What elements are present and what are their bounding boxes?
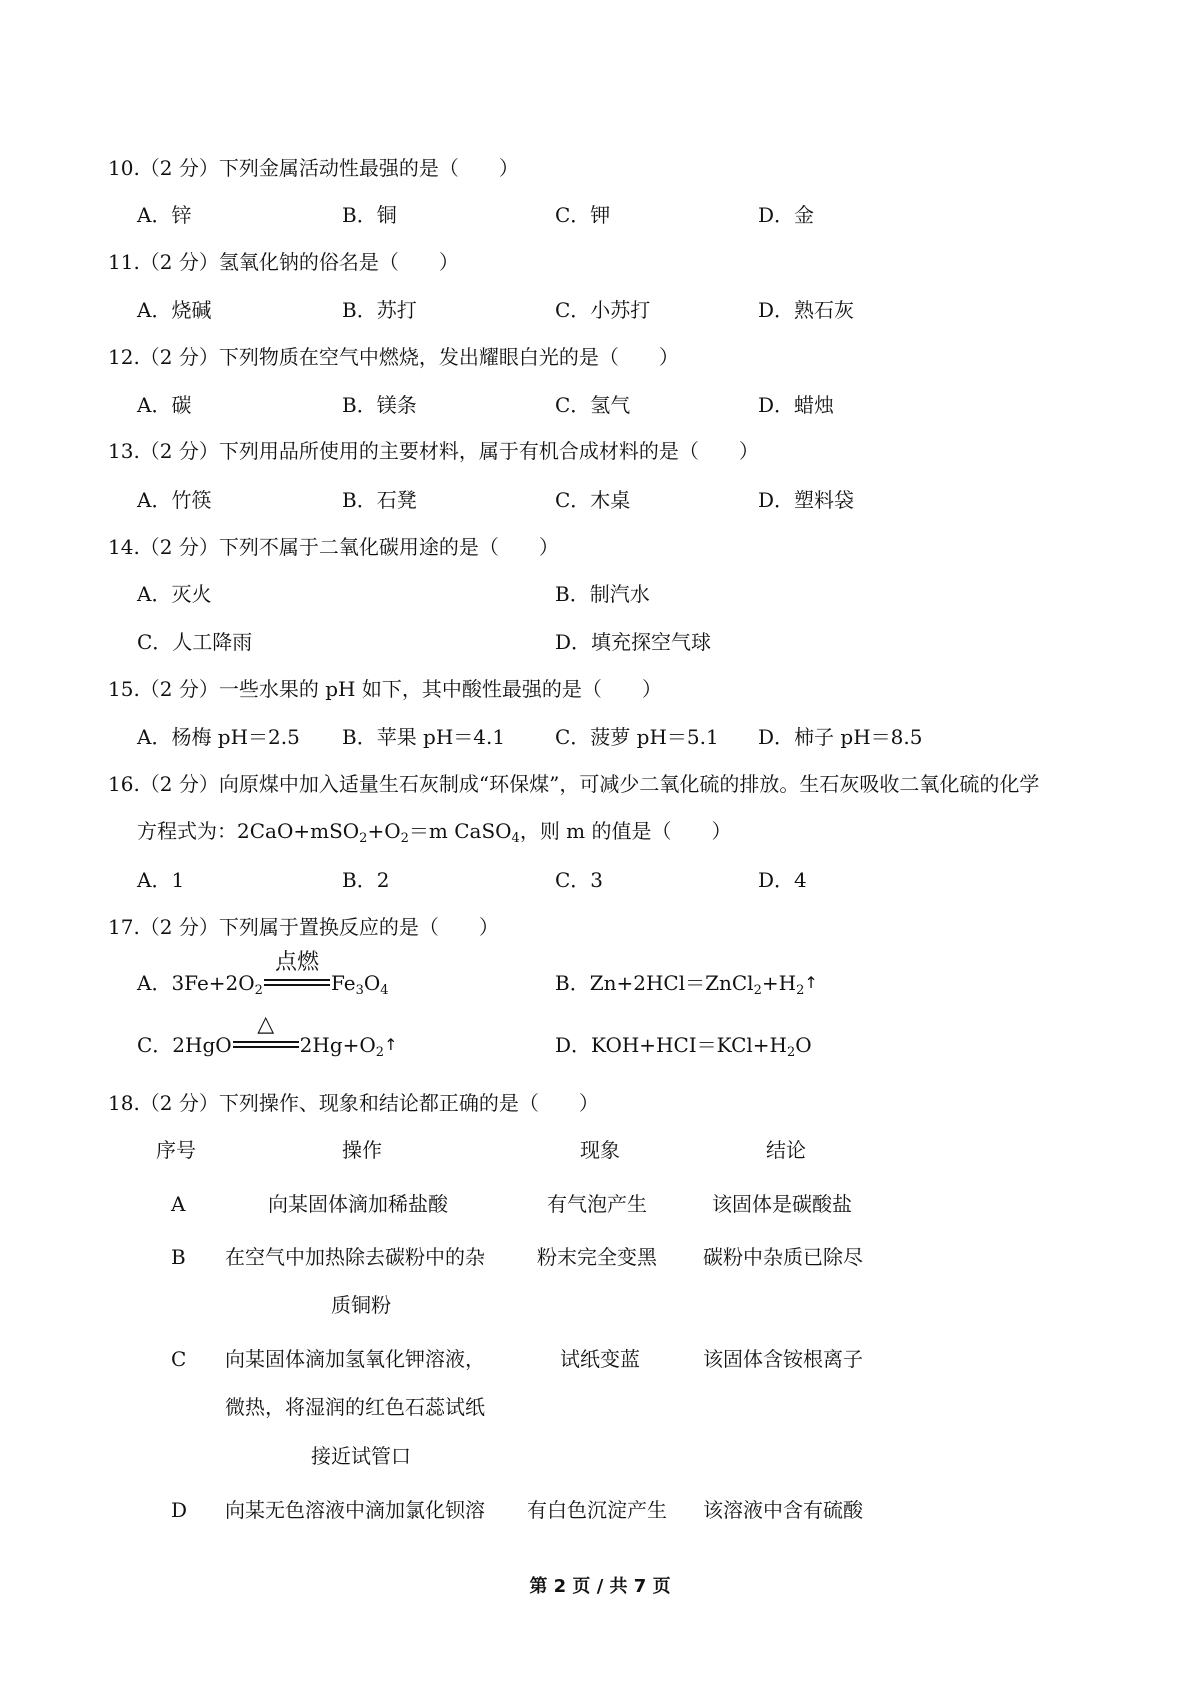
question-16-stem: 16.（2 分）向原煤中加入适量生石灰制成“环保煤”，可减少二氧化硫的排放。生石灰吸收二氧化硫的化学: [108, 772, 1040, 796]
gas-arrow-icon: ↑: [384, 1035, 398, 1054]
gas-arrow-icon: ↑: [804, 973, 818, 992]
table-row-c-operation-line3: 接近试管口: [311, 1444, 411, 1468]
table-row-a-phenomenon: 有气泡产生: [547, 1192, 647, 1216]
table-row-d-operation: 向某无色溶液中滴加氯化钡溶: [225, 1498, 485, 1522]
q16-sub-4: 4: [511, 831, 520, 846]
q16-equation-suffix: ，则 m 的值是（ ）: [519, 819, 732, 843]
question-16-equation-line: [137, 819, 732, 846]
q17a-product-fe: Fe: [330, 971, 356, 995]
q16-option-a: A．1: [137, 868, 185, 892]
q17a-sub: 2: [254, 983, 263, 998]
q16-equation-prefix: 方程式为：2CaO+mSO: [137, 819, 360, 843]
table-row-a-conclusion: 该固体是碳酸盐: [712, 1192, 852, 1216]
q17a-sub4: 4: [380, 983, 389, 998]
q12-option-d: D．蜡烛: [758, 393, 835, 417]
question-14-stem: 14.（2 分）下列不属于二氧化碳用途的是（ ）: [108, 535, 559, 559]
question-15-stem: 15.（2 分）一些水果的 pH 如下，其中酸性最强的是（ ）: [108, 677, 662, 701]
q17-option-a: [137, 950, 389, 998]
q17a-sub3: 3: [355, 983, 364, 998]
q15-option-a: A．杨梅 pH＝2.5: [137, 725, 300, 749]
q13-option-a: A．竹筷: [137, 488, 212, 512]
q17c-heat-icon: △: [257, 1012, 275, 1037]
table-row-d-conclusion: 该溶液中含有硫酸: [703, 1498, 863, 1522]
q17-option-d: [555, 1033, 812, 1060]
table-row-c-phenomenon: 试纸变蓝: [560, 1347, 640, 1371]
q16-equation-product: ＝m CaSO: [408, 819, 512, 843]
table-row-d-id: D: [171, 1498, 188, 1522]
q11-option-d: D．熟石灰: [758, 298, 855, 322]
question-17-stem: 17.（2 分）下列属于置换反应的是（ ）: [108, 915, 499, 939]
q14-option-b: B．制汽水: [555, 582, 650, 606]
q15-option-d: D．柿子 pH＝8.5: [758, 725, 923, 749]
q17d-prefix: D．KOH+HCI＝KCl+H: [555, 1033, 787, 1057]
q11-option-c: C．小苏打: [555, 298, 651, 322]
q16-option-c: C．3: [555, 868, 604, 892]
q17c-prefix: C．2HgO: [137, 1033, 232, 1057]
q17-option-c: [137, 1012, 398, 1060]
q17b-prefix: B．Zn+2HCl＝ZnCl: [555, 971, 754, 995]
q17b-sub2: 2: [796, 983, 805, 998]
q10-option-d: D．金: [758, 203, 815, 227]
q17a-condition-label: 点燃: [274, 950, 319, 975]
q17-option-b: [555, 971, 818, 998]
q11-option-b: B．苏打: [342, 298, 417, 322]
q15-option-c: C．菠萝 pH＝5.1: [555, 725, 719, 749]
table-row-b-phenomenon: 粉末完全变黑: [537, 1245, 657, 1269]
q13-option-b: B．石凳: [342, 488, 417, 512]
q10-option-b: B．铜: [342, 203, 397, 227]
q14-option-c: C．人工降雨: [137, 630, 253, 654]
q17c-condition-equals: [233, 1012, 299, 1050]
page-footer: 第 2 页 / 共 7 页: [529, 1576, 671, 1597]
table-row-c-conclusion: 该固体含铵根离子: [703, 1347, 863, 1371]
q17c-mid: 2Hg+O: [299, 1033, 376, 1057]
q15-option-b: B．苹果 pH＝4.1: [342, 725, 506, 749]
table-header-index: 序号: [156, 1138, 196, 1162]
q13-option-c: C．木桌: [555, 488, 631, 512]
q16-equation-o2: +O: [367, 819, 401, 843]
question-13-stem: 13.（2 分）下列用品所使用的主要材料，属于有机合成材料的是（ ）: [108, 439, 759, 463]
q17d-sub: 2: [786, 1045, 796, 1060]
q14-option-d: D．填充探空气球: [555, 630, 712, 654]
table-header-phenomenon: 现象: [580, 1138, 620, 1162]
q17a-product-o: O: [363, 971, 381, 995]
q16-sub-2: 2: [359, 831, 368, 846]
question-10-stem: 10.（2 分）下列金属活动性最强的是（ ）: [108, 156, 519, 180]
table-row-a-id: A: [171, 1192, 186, 1216]
q17a-reactants: A．3Fe+2O: [137, 971, 255, 995]
q17b-sub: 2: [753, 983, 762, 998]
q12-option-b: B．镁条: [342, 393, 417, 417]
question-18-stem: 18.（2 分）下列操作、现象和结论都正确的是（ ）: [108, 1091, 599, 1115]
q10-option-c: C．钾: [555, 203, 611, 227]
question-12-stem: 12.（2 分）下列物质在空气中燃烧，发出耀眼白光的是（ ）: [108, 345, 679, 369]
table-header-operation: 操作: [342, 1138, 382, 1162]
q14-option-a: A．灭火: [137, 582, 212, 606]
table-row-c-operation-line2: 微热，将湿润的红色石蕊试纸: [225, 1395, 485, 1419]
q17d-suffix: O: [795, 1033, 812, 1057]
table-row-b-operation-line2: 质铜粉: [331, 1293, 391, 1317]
table-row-d-phenomenon: 有白色沉淀产生: [527, 1498, 667, 1522]
table-row-c-id: C: [171, 1347, 187, 1371]
q16-option-d: D．4: [758, 868, 807, 892]
q13-option-d: D．塑料袋: [758, 488, 855, 512]
q17b-mid: +H: [761, 971, 797, 995]
question-11-stem: 11.（2 分）氢氧化钠的俗名是（ ）: [108, 250, 459, 274]
table-row-b-conclusion: 碳粉中杂质已除尽: [703, 1245, 863, 1269]
q17a-condition-equals: [264, 950, 330, 988]
q17c-sub: 2: [375, 1045, 385, 1060]
q12-option-a: A．碳: [137, 393, 192, 417]
table-row-b-id: B: [171, 1245, 186, 1269]
table-header-conclusion: 结论: [766, 1138, 806, 1162]
q16-sub-2b: 2: [400, 831, 409, 846]
q16-option-b: B．2: [342, 868, 390, 892]
table-row-a-operation: 向某固体滴加稀盐酸: [268, 1192, 448, 1216]
q12-option-c: C．氢气: [555, 393, 631, 417]
table-row-c-operation-line1: 向某固体滴加氢氧化钾溶液，: [225, 1347, 485, 1371]
table-row-b-operation-line1: 在空气中加热除去碳粉中的杂: [225, 1245, 485, 1269]
q10-option-a: A．锌: [137, 203, 192, 227]
q11-option-a: A．烧碱: [137, 298, 212, 322]
